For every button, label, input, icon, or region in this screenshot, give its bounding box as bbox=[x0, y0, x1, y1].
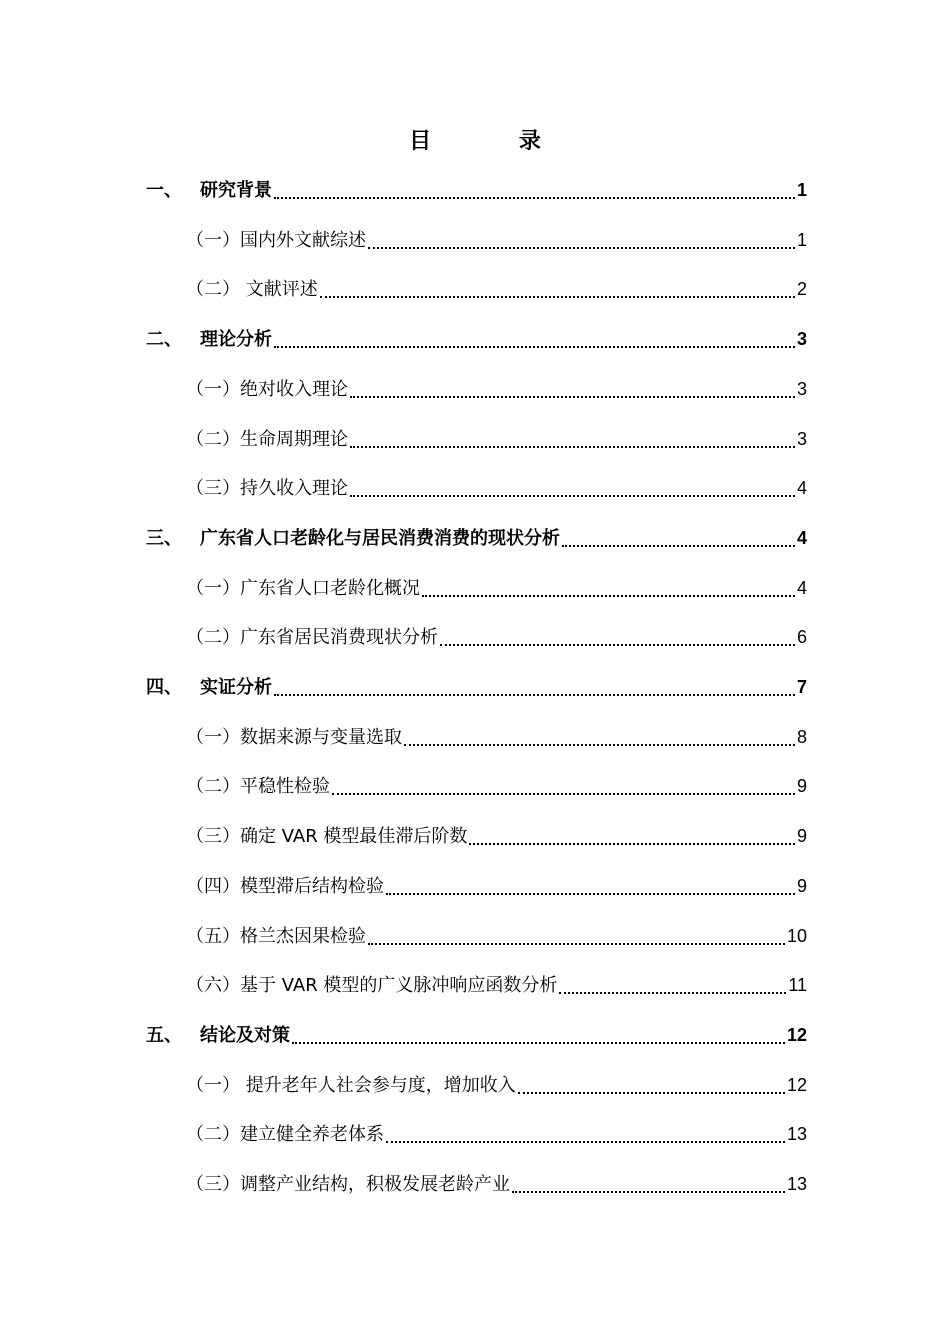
toc-entry-label: （一）数据来源与变量选取 bbox=[186, 727, 402, 748]
toc-dot-leader bbox=[350, 495, 795, 497]
toc-page-number: 13 bbox=[786, 1124, 807, 1144]
toc-subsection-entry[interactable] bbox=[186, 722, 807, 752]
toc-dot-leader bbox=[350, 396, 795, 398]
toc-page-number: 8 bbox=[796, 727, 807, 747]
toc-entry-label: 广东省人口老龄化与居民消费消费的现状分析 bbox=[200, 528, 560, 549]
toc-dot-leader bbox=[512, 1191, 785, 1193]
toc-page-number: 12 bbox=[786, 1075, 807, 1095]
toc-dot-leader bbox=[562, 545, 795, 547]
toc-dot-leader bbox=[274, 346, 795, 348]
toc-page-number: 12 bbox=[786, 1025, 807, 1045]
toc-subsection-entry[interactable] bbox=[186, 374, 807, 404]
toc-page-number: 9 bbox=[796, 876, 807, 896]
toc-page-number: 13 bbox=[786, 1174, 807, 1194]
toc-subsection-entry[interactable] bbox=[186, 771, 807, 801]
toc-section-number: 三、 bbox=[146, 528, 182, 549]
toc-entry-label: （二）广东省居民消费现状分析 bbox=[186, 627, 438, 648]
toc-dot-leader bbox=[368, 943, 785, 945]
toc-entry-label: （一）绝对收入理论 bbox=[186, 379, 348, 400]
toc-dot-leader bbox=[404, 744, 795, 746]
toc-title: 目 录 bbox=[409, 129, 581, 154]
toc-subsection-entry[interactable] bbox=[186, 622, 807, 652]
toc-page-number: 6 bbox=[796, 627, 807, 647]
toc-page-number: 3 bbox=[796, 379, 807, 399]
toc-entry-label: 理论分析 bbox=[200, 329, 272, 350]
toc-entry-label: （一） 提升老年人社会参与度，增加收入 bbox=[186, 1075, 516, 1096]
toc-page-number: 11 bbox=[788, 975, 807, 995]
toc-dot-leader bbox=[320, 296, 795, 298]
toc-entry-label: 研究背景 bbox=[200, 180, 272, 201]
toc-dot-leader bbox=[350, 446, 795, 448]
toc-entry-label: （二）生命周期理论 bbox=[186, 429, 348, 450]
toc-page-number: 9 bbox=[796, 776, 807, 796]
toc-page-number: 3 bbox=[796, 329, 807, 349]
toc-page-number: 4 bbox=[796, 528, 807, 548]
toc-section-entry[interactable] bbox=[146, 672, 807, 702]
toc-entry-label: （四）模型滞后结构检验 bbox=[186, 876, 384, 897]
toc-section-entry[interactable] bbox=[146, 324, 807, 354]
toc-page-number: 10 bbox=[786, 926, 807, 946]
toc-entry-label: 实证分析 bbox=[200, 677, 272, 698]
toc-subsection-entry[interactable] bbox=[186, 1070, 807, 1100]
toc-dot-leader bbox=[386, 893, 795, 895]
toc-subsection-entry[interactable] bbox=[186, 1169, 807, 1199]
toc-entry-label: （六）基于 VAR 模型的广义脉冲响应函数分析 bbox=[186, 975, 558, 996]
toc-page-number: 2 bbox=[796, 279, 807, 299]
toc-section-entry[interactable] bbox=[146, 175, 807, 205]
toc-entry-label: （五）格兰杰因果检验 bbox=[186, 926, 366, 947]
toc-dot-leader bbox=[422, 595, 795, 597]
toc-section-number: 二、 bbox=[146, 329, 182, 350]
toc-entry-label: （一）国内外文献综述 bbox=[186, 230, 366, 251]
toc-section-entry[interactable] bbox=[146, 1020, 807, 1050]
toc-page-number: 4 bbox=[796, 478, 807, 498]
toc-subsection-entry[interactable] bbox=[186, 225, 807, 255]
toc-dot-leader bbox=[469, 843, 795, 845]
toc-entry-label: （二）建立健全养老体系 bbox=[186, 1124, 384, 1145]
toc-page-number: 7 bbox=[796, 677, 807, 697]
toc-dot-leader bbox=[274, 197, 795, 199]
toc-subsection-entry[interactable] bbox=[186, 871, 807, 901]
toc-dot-leader bbox=[274, 694, 795, 696]
toc-section-number: 五、 bbox=[146, 1025, 182, 1046]
toc-dot-leader bbox=[518, 1092, 785, 1094]
toc-dot-leader bbox=[386, 1141, 785, 1143]
toc-dot-leader bbox=[332, 793, 795, 795]
toc-page-number: 1 bbox=[796, 230, 807, 250]
toc-section-number: 四、 bbox=[146, 677, 182, 698]
toc-entry-label: （三）调整产业结构，积极发展老龄产业 bbox=[186, 1174, 510, 1195]
toc-subsection-entry[interactable] bbox=[186, 473, 807, 503]
toc-subsection-entry[interactable] bbox=[186, 821, 807, 851]
toc-subsection-entry[interactable] bbox=[186, 573, 807, 603]
toc-subsection-entry[interactable] bbox=[186, 921, 807, 951]
toc-entry-label: 结论及对策 bbox=[200, 1025, 290, 1046]
toc-subsection-entry[interactable] bbox=[186, 1119, 807, 1149]
toc-entry-label: （三）持久收入理论 bbox=[186, 478, 348, 499]
toc-page-number: 9 bbox=[796, 826, 807, 846]
toc-dot-leader bbox=[292, 1042, 785, 1044]
toc-entry-label: （二）平稳性检验 bbox=[186, 776, 330, 797]
toc-subsection-entry[interactable] bbox=[186, 274, 807, 304]
toc-dot-leader bbox=[559, 992, 786, 994]
toc-section-number: 一、 bbox=[146, 180, 182, 201]
toc-page-number: 4 bbox=[796, 578, 807, 598]
toc-page-number: 1 bbox=[796, 180, 807, 200]
toc-subsection-entry[interactable] bbox=[186, 424, 807, 454]
toc-entry-label: （三）确定 VAR 模型最佳滞后阶数 bbox=[186, 826, 468, 847]
toc-subsection-entry[interactable] bbox=[186, 970, 807, 1000]
toc-page-number: 3 bbox=[796, 429, 807, 449]
toc-entry-label: （二） 文献评述 bbox=[186, 279, 318, 300]
toc-dot-leader bbox=[440, 644, 795, 646]
toc-section-entry[interactable] bbox=[146, 523, 807, 553]
toc-entry-label: （一）广东省人口老龄化概况 bbox=[186, 578, 420, 599]
toc-dot-leader bbox=[368, 247, 795, 249]
